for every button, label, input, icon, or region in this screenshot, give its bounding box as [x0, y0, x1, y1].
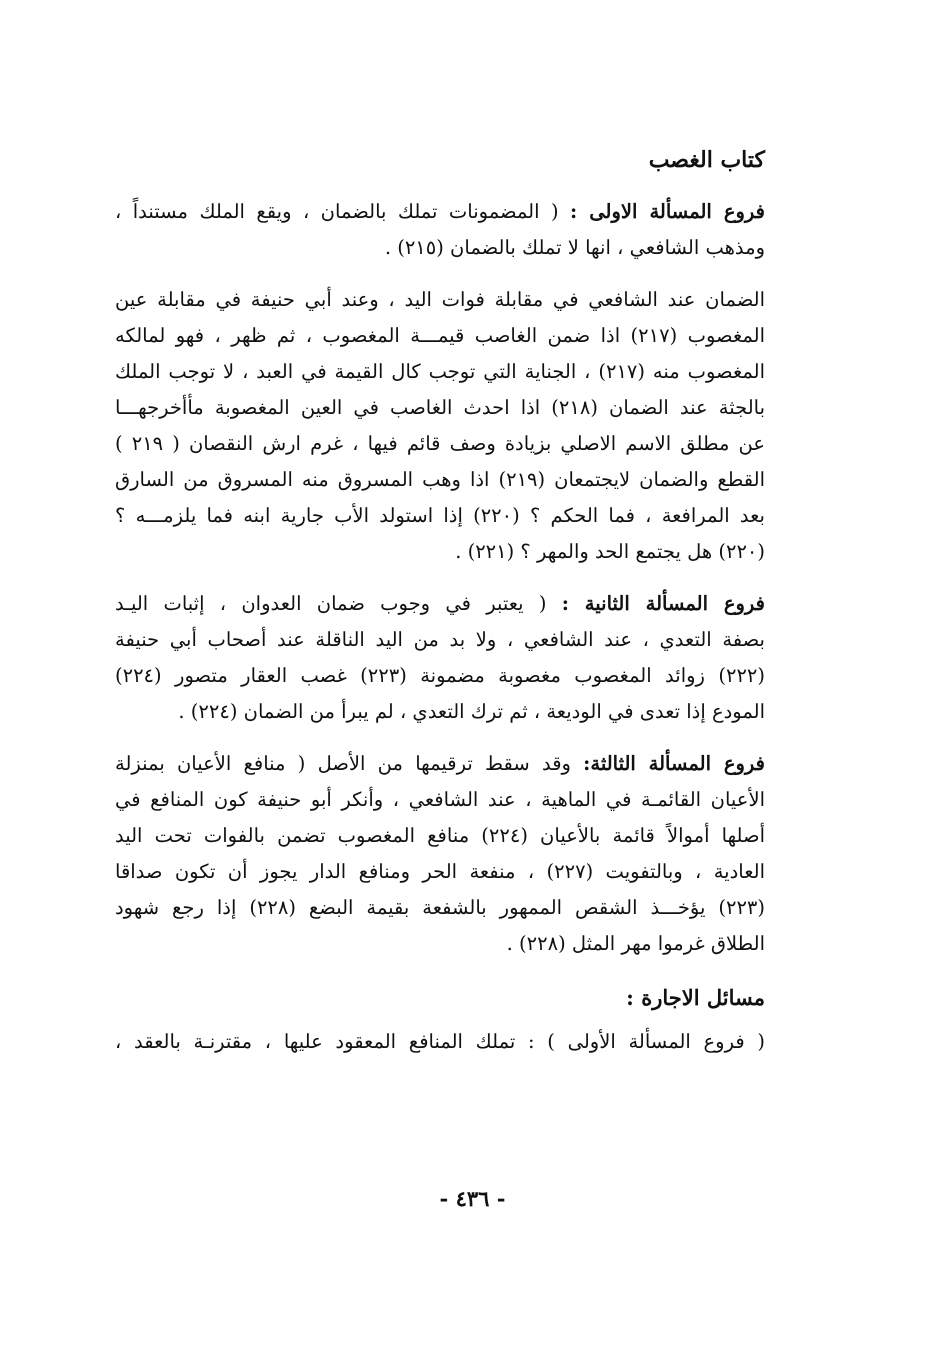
- paragraph-1: [115, 194, 765, 266]
- branch-heading: فروع المسألة الثانية :: [561, 592, 765, 615]
- text-line: العادية ، وبالتفويت (٢٢٧) ، منفعة الحر ومنافع الدار يجوز أن تكون صداقا: [115, 860, 765, 883]
- text-line: الأعيان القائمـة في الماهية ، عند الشافعي ، وأنكر أبو حنيفة كون المنافع في: [115, 788, 765, 811]
- text-line: (٢٢٣) يؤخـــذ الشقص الممهور بالشفعة بقيمة البضع (٢٢٨) إذا رجع شهود: [115, 896, 765, 919]
- page-number: - ٤٣٦ -: [439, 1186, 506, 1211]
- text-line: المغصوب منه (٢١٧) ، الجناية التي توجب كال القيمة في العبد ، لا توجب الملك: [115, 360, 765, 383]
- text-line: بالجثة عند الضمان (٢١٨) اذا احدث الغاصب في العين المغصوبة مأأخرجهـــا: [115, 396, 765, 419]
- text-line: الطلاق غرموا مهر المثل (٢٢٨) .: [506, 932, 765, 955]
- text-line: الضمان عند الشافعي في مقابلة فوات اليد ، وعند أبي حنيفة في مقابلة عين: [115, 288, 765, 311]
- text-line: المودع إذا تعدى في الوديعة ، ثم ترك التعدي ، لم يبرأ من الضمان (٢٢٤) .: [178, 700, 765, 723]
- chapter-title: كتاب الغصب: [648, 147, 765, 173]
- text-line: فروع المسألة الثانية : ( يعتبر في وجوب ضمان العدوان ، إثبات اليـد: [115, 592, 765, 615]
- text-line: (٢٢٠) هل يجتمع الحد والمهر ؟ (٢٢١) .: [455, 540, 765, 563]
- text-line: ومذهب الشافعي ، انها لا تملك بالضمان (٢١٥) .: [384, 236, 765, 259]
- section-heading: مسائل الاجارة :: [626, 985, 765, 1010]
- text-line: القطع والضمان لايجتمعان (٢١٩) اذا وهب المسروق منه المسروق من السارق: [115, 468, 765, 491]
- text-line: عن مطلق الاسم الاصلي بزيادة وصف قائم فيها ، غرم ارش النقصان ( ٢١٩ ): [115, 432, 765, 455]
- paragraph-3: [115, 586, 765, 730]
- text-line: ( فروع المسألة الأولى ) : تملك المنافع المعقود عليها ، مقترنـة بالعقد ،: [115, 1030, 765, 1053]
- paragraph-2: [115, 282, 765, 570]
- branch-heading: فروع المسألة الثالثة:: [583, 752, 765, 775]
- text-line: فروع المسألة الثالثة: وقد سقط ترقيمها من الأصل ( منافع الأعيان بمنزلة: [115, 752, 765, 775]
- text-line: (٢٢٢) زوائد المغصوب مغصوبة مضمونة (٢٢٣) غصب العقار متصور (٢٢٤): [115, 664, 765, 687]
- branch-heading: فروع المسألة الاولى :: [570, 200, 765, 223]
- text-line: بعد المرافعة ، فما الحكم ؟ (٢٢٠) إذا استولد الأب جارية ابنه فما يلزمـــه ؟: [115, 504, 765, 527]
- text-line: فروع المسألة الاولى : ( المضمونات تملك بالضمان ، ويقع الملك مستنداً ،: [115, 200, 765, 223]
- text-line: أصلها أموالاً قائمة بالأعيان (٢٢٤) منافع المغصوب تضمن بالفوات تحت اليد: [115, 824, 765, 847]
- text-line: المغصوب (٢١٧) اذا ضمن الغاصب قيمـــة المغصوب ، ثم ظهر ، فهو لمالكه: [115, 324, 765, 347]
- paragraph-4: [115, 746, 765, 962]
- text-line: بصفة التعدي ، عند الشافعي ، ولا بد من اليد الناقلة عند أصحاب أبي حنيفة: [115, 628, 765, 651]
- document-page: [115, 140, 765, 1060]
